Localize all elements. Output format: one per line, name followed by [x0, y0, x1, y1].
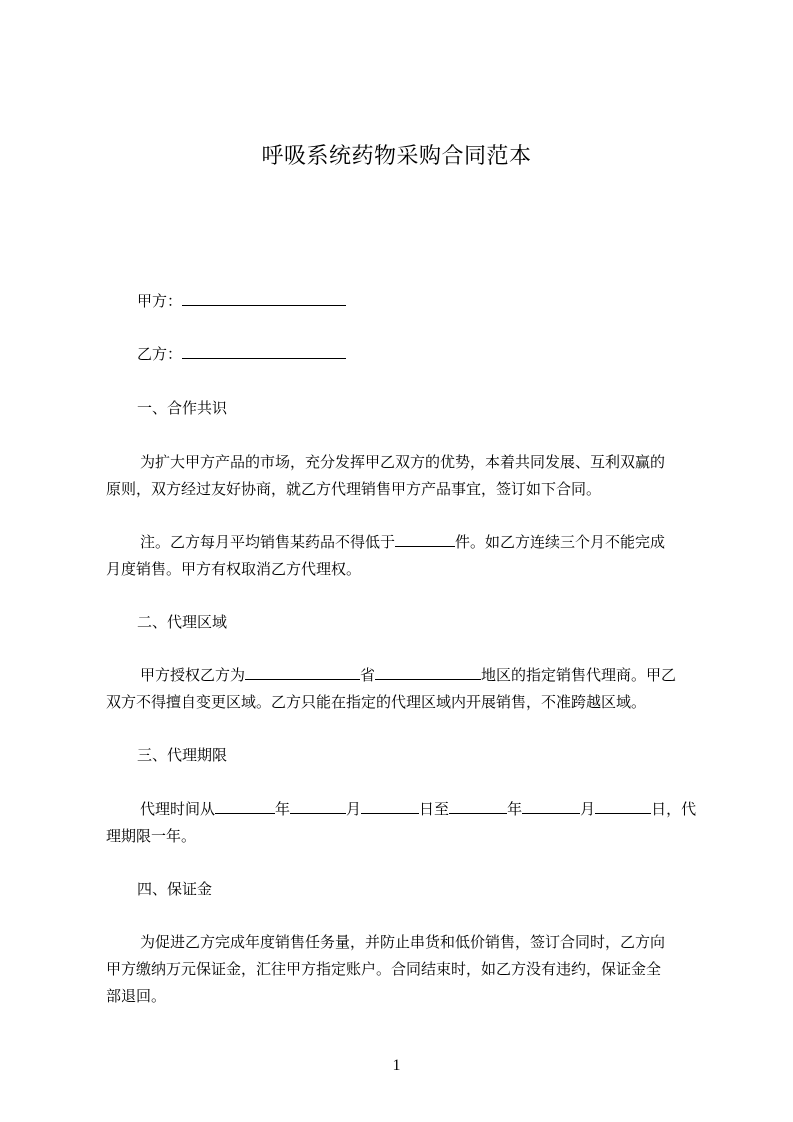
- province-blank[interactable]: [245, 665, 360, 680]
- party-b-blank[interactable]: [182, 344, 346, 359]
- monthly-quantity-blank[interactable]: [395, 532, 455, 547]
- start-day-blank[interactable]: [361, 799, 419, 814]
- term-text-from: 代理时间从: [140, 800, 216, 818]
- section4-line1: 为促进乙方完成年度销售任务量，并防止串货和低价销售，签订合同时，乙方向: [140, 933, 666, 951]
- note-text-before: 注。乙方每月平均销售某药品不得低于: [140, 533, 396, 551]
- section-heading-cooperation: 一、合作共识: [137, 399, 228, 417]
- region-blank[interactable]: [375, 665, 481, 680]
- end-year-blank[interactable]: [449, 799, 507, 814]
- end-day-blank[interactable]: [595, 799, 651, 814]
- document-title: 呼吸系统药物采购合同范本: [261, 144, 532, 169]
- term-end-year-label: 年: [507, 800, 523, 818]
- section-heading-term: 三、代理期限: [137, 746, 228, 764]
- term-end-month-label: 月: [580, 800, 596, 818]
- party-b-label: 乙方：: [137, 345, 183, 363]
- section4-line3: 部退回。: [106, 987, 167, 1005]
- end-month-blank[interactable]: [522, 799, 580, 814]
- section1-note-line2: 月度销售。甲方有权取消乙方代理权。: [106, 560, 362, 578]
- section2-line2: 双方不得擅自变更区域。乙方只能在指定的代理区域内开展销售，不准跨越区域。: [106, 693, 647, 711]
- term-day-end-label: 日，代: [651, 800, 697, 818]
- section-heading-territory: 二、代理区域: [137, 613, 228, 631]
- page-number: 1: [392, 1057, 401, 1074]
- section2-line1: [140, 664, 676, 686]
- section1-paragraph-line1: 为扩大甲方产品的市场，充分发挥甲乙双方的优势，本着共同发展、互利双赢的: [140, 453, 666, 471]
- section3-line1: [140, 798, 696, 820]
- territory-text-b: 省: [360, 666, 376, 684]
- party-a-label: 甲方：: [137, 292, 183, 310]
- territory-text-a: 甲方授权乙方为: [140, 666, 246, 684]
- party-a-line: [137, 290, 346, 312]
- section-heading-deposit: 四、保证金: [137, 880, 213, 898]
- section3-line2: 理期限一年。: [106, 827, 197, 845]
- start-month-blank[interactable]: [290, 799, 346, 814]
- term-month-label: 月: [346, 800, 362, 818]
- start-year-blank[interactable]: [215, 799, 275, 814]
- party-b-line: [137, 343, 346, 365]
- section1-note-line1: [140, 531, 665, 553]
- section4-line2: 甲方缴纳万元保证金，汇往甲方指定账户。合同结束时，如乙方没有违约，保证金全: [106, 960, 662, 978]
- note-text-after: 件。如乙方连续三个月不能完成: [455, 533, 666, 551]
- term-day-to-label: 日至: [419, 800, 450, 818]
- territory-text-c: 地区的指定销售代理商。甲乙: [481, 666, 677, 684]
- party-a-blank[interactable]: [182, 291, 346, 306]
- section1-paragraph-line2: 原则，双方经过友好协商，就乙方代理销售甲方产品事宜，签订如下合同。: [106, 480, 602, 498]
- term-year-label: 年: [275, 800, 291, 818]
